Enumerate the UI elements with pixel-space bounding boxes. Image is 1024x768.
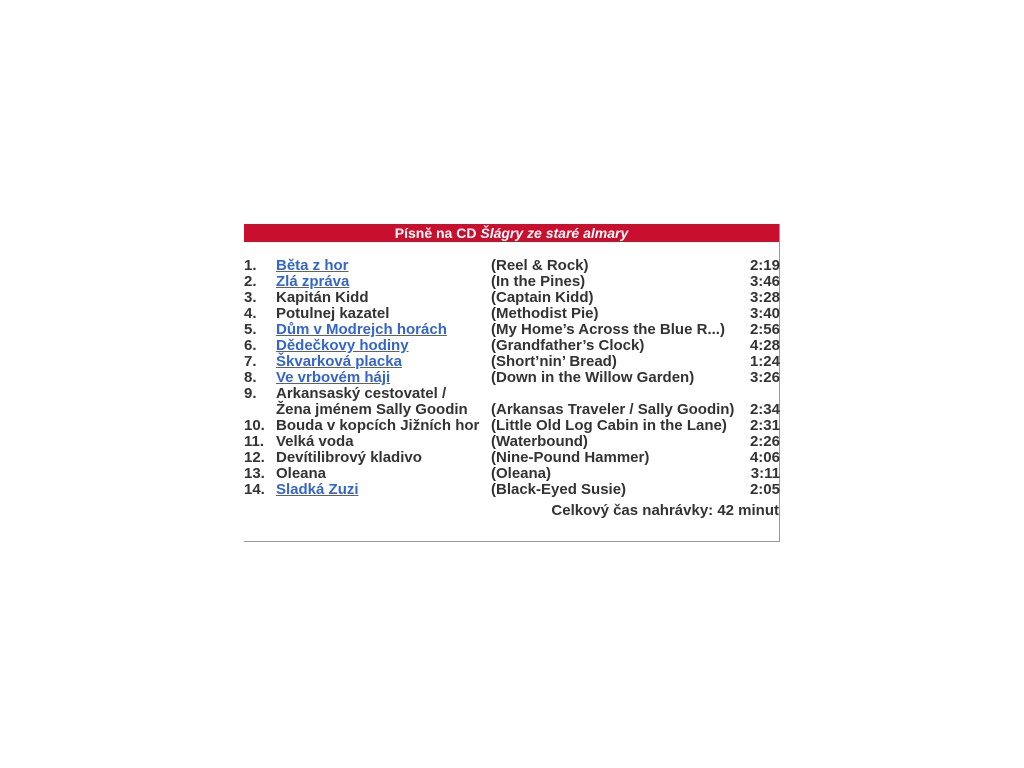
header-prefix: Písně na CD — [394, 225, 477, 241]
track-number: 4. — [244, 305, 257, 322]
track-original-title: (Oleana) — [491, 466, 552, 482]
track-row — [244, 338, 780, 354]
track-original-title: (In the Pines) — [491, 274, 586, 290]
track-number: 7. — [244, 353, 257, 370]
track-original-title: (Methodist Pie) — [491, 306, 599, 322]
track-number: 9. — [244, 385, 257, 402]
track-row — [244, 274, 780, 290]
track-title-text: Arkansaský cestovatel / — [276, 385, 447, 402]
track-original-title: (Arkansas Traveler / Sally Goodin) — [491, 402, 735, 418]
track-duration: 2:26 — [749, 433, 780, 450]
track-row — [244, 482, 780, 498]
track-title-text[interactable]: Dům v Modrejch horách — [276, 321, 447, 338]
track-title-text[interactable]: Zlá zpráva — [276, 273, 350, 290]
track-title — [276, 450, 422, 466]
track-title-link[interactable] — [276, 482, 359, 498]
track-number: 2. — [244, 273, 257, 290]
track-duration: 2:31 — [749, 417, 780, 434]
total-duration: Celkový čas nahrávky: 42 minut — [551, 502, 779, 519]
track-row — [244, 322, 780, 338]
track-original-title: (Black-Eyed Susie) — [491, 482, 627, 498]
track-number: 6. — [244, 337, 257, 354]
track-title-link[interactable] — [276, 274, 349, 290]
track-row — [244, 418, 780, 434]
track-original-title: (Grandfather’s Clock) — [491, 338, 645, 354]
track-row — [244, 434, 780, 450]
tracklist-header — [244, 224, 779, 242]
track-title-text[interactable]: Škvarková placka — [276, 353, 402, 370]
track-number: 13. — [244, 465, 265, 482]
track-duration: 3:28 — [749, 289, 780, 306]
track-duration: 4:06 — [749, 449, 780, 466]
track-number: 1. — [244, 257, 257, 274]
tracklist-panel — [244, 224, 780, 542]
track-duration: 3:26 — [749, 369, 780, 386]
track-title — [276, 434, 354, 450]
track-original-title: (Little Old Log Cabin in the Lane) — [491, 418, 727, 434]
track-title — [276, 418, 479, 434]
track-number: 11. — [244, 433, 265, 450]
track-duration: 3:11 — [750, 465, 780, 482]
track-original-title: (Nine-Pound Hammer) — [491, 450, 650, 466]
track-number: 10. — [244, 417, 265, 434]
track-row — [244, 354, 780, 370]
track-duration: 4:28 — [749, 337, 780, 354]
track-title-link[interactable] — [276, 338, 409, 354]
track-title-text[interactable]: Sladká Zuzi — [276, 481, 359, 498]
track-title-text: Devítilibrový kladivo — [276, 449, 422, 466]
track-duration: 3:46 — [749, 273, 780, 290]
track-title — [276, 306, 389, 322]
track-number: 14. — [244, 481, 265, 498]
track-duration: 3:40 — [749, 305, 780, 322]
track-original-title: (My Home’s Across the Blue R...) — [491, 322, 725, 338]
track-title-text[interactable]: Dědečkovy hodiny — [276, 337, 409, 354]
track-row — [244, 386, 780, 418]
track-title-link[interactable] — [276, 258, 349, 274]
track-duration: 2:56 — [749, 321, 780, 338]
track-title-text: Potulnej kazatel — [276, 305, 390, 322]
track-title-line2: Žena jménem Sally Goodin — [276, 401, 468, 418]
track-original-title: (Short’nin’ Bread) — [491, 354, 617, 370]
track-duration: 2:34 — [749, 401, 780, 418]
track-row — [244, 290, 780, 306]
track-title — [276, 290, 369, 306]
track-title-text: Oleana — [276, 465, 327, 482]
track-duration: 2:19 — [749, 257, 780, 274]
track-list — [244, 258, 780, 498]
track-row — [244, 450, 780, 466]
track-title-link[interactable] — [276, 354, 402, 370]
track-title-text: Bouda v kopcích Jižních hor — [276, 417, 480, 434]
track-title-text: Velká voda — [276, 433, 354, 450]
track-row — [244, 258, 780, 274]
album-title: Šlágry ze staré almary — [480, 225, 629, 241]
track-number: 12. — [244, 449, 265, 466]
track-original-title: (Down in the Willow Garden) — [491, 370, 695, 386]
track-number: 8. — [244, 369, 257, 386]
track-number: 3. — [244, 289, 257, 306]
track-duration: 2:05 — [749, 481, 780, 498]
track-row — [244, 466, 780, 482]
track-number: 5. — [244, 321, 257, 338]
track-title-link[interactable] — [276, 370, 390, 386]
track-title-text: Kapitán Kidd — [276, 289, 369, 306]
track-row — [244, 306, 780, 322]
track-title-text[interactable]: Ve vrbovém háji — [276, 369, 391, 386]
track-original-title: (Captain Kidd) — [491, 290, 594, 306]
track-title — [276, 386, 468, 418]
track-duration: 1:24 — [749, 353, 780, 370]
track-title-text[interactable]: Běta z hor — [276, 257, 349, 274]
track-title-link[interactable] — [276, 322, 447, 338]
track-original-title: (Waterbound) — [491, 434, 588, 450]
track-row — [244, 370, 780, 386]
track-title — [276, 466, 326, 482]
track-original-title: (Reel & Rock) — [491, 258, 589, 274]
